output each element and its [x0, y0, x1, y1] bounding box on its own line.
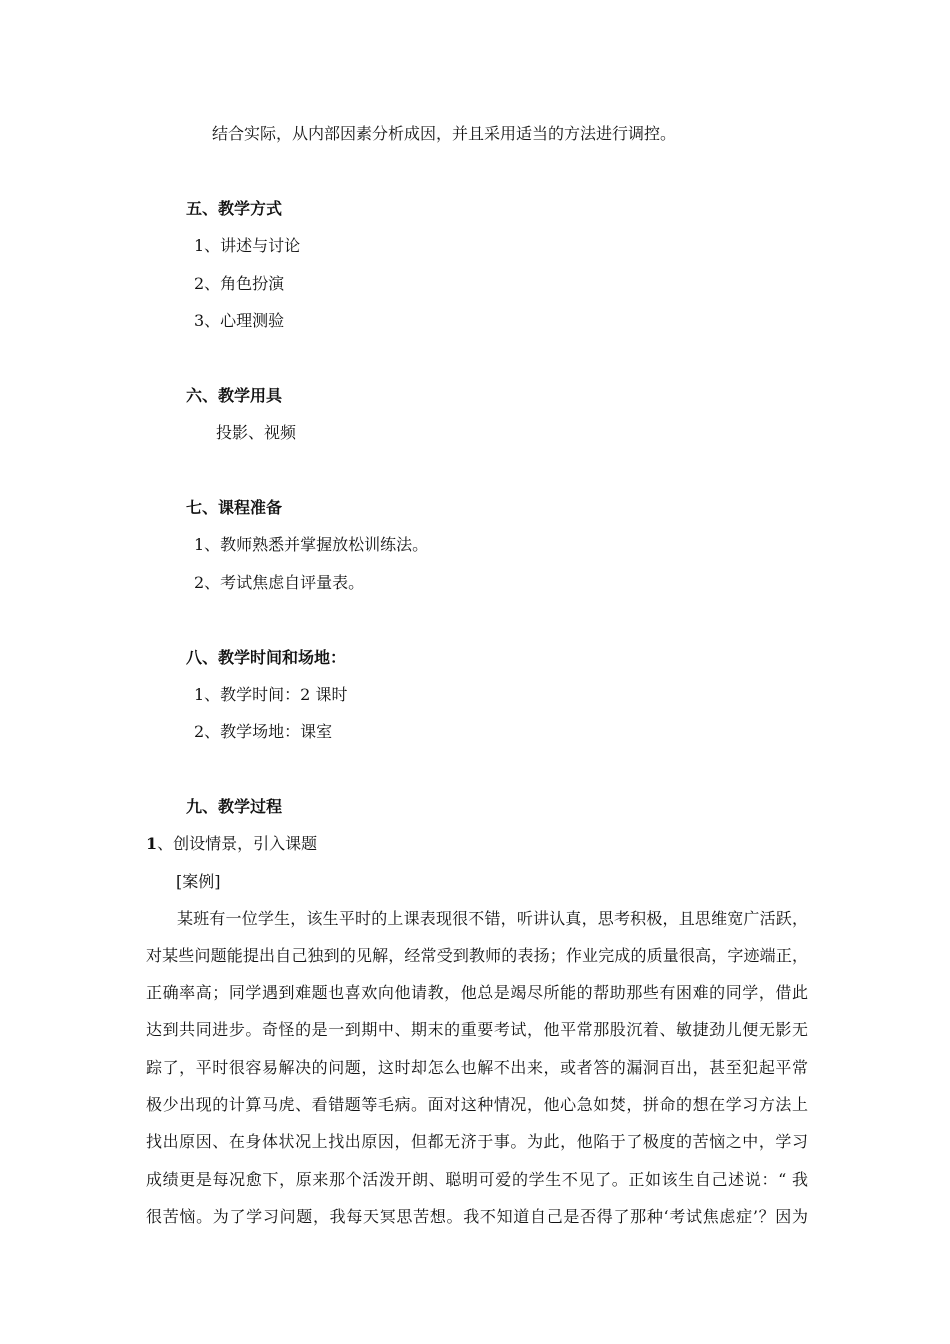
section-6-content: 投影、视频 [216, 423, 297, 442]
step-1-number: 1 [146, 834, 158, 853]
section-6-heading: 六、教学用具 [186, 386, 283, 405]
case-paragraph-line-1: 某班有一位学生，该生平时的上课表现很不错，听讲认真，思考积极，且思维宽广活跃， [177, 909, 808, 928]
section-5-item-3: 3、心理测验 [194, 311, 285, 330]
section-5-item-2: 2、角色扮演 [194, 274, 285, 293]
step-1-text: 、创设情景，引入课题 [157, 834, 318, 853]
case-paragraph-line-4: 达到共同进步。奇怪的是一到期中、期末的重要考试，他平常那股沉着、敏捷劲儿便无影无 [146, 1020, 808, 1039]
case-label: [案例] [176, 872, 221, 891]
section-7-heading: 七、课程准备 [186, 498, 283, 517]
section-9-heading: 九、教学过程 [186, 797, 283, 816]
section-8-item-2: 2、教学场地：课室 [194, 722, 333, 741]
section-5-heading: 五、教学方式 [186, 199, 283, 218]
case-paragraph-line-9: 很苦恼。为了学习问题，我每天冥思苦想。我不知道自己是否得了那种‘考试焦虑症’？因为 [146, 1207, 808, 1226]
case-paragraph-line-5: 踪了，平时很容易解决的问题，这时却怎么也解不出来，或者答的漏洞百出，甚至犯起平常 [146, 1058, 808, 1077]
case-paragraph-line-7: 找出原因、在身体状况上找出原因，但都无济于事。为此，他陷于了极度的苦恼之中，学习 [146, 1132, 808, 1151]
section-5-item-1: 1、讲述与讨论 [194, 236, 301, 255]
step-1-heading [146, 834, 317, 854]
case-paragraph-line-3: 正确率高；同学遇到难题也喜欢向他请教，他总是竭尽所能的帮助那些有困难的同学，借此 [146, 983, 808, 1002]
section-7-item-1: 1、教师熟悉并掌握放松训练法。 [194, 535, 429, 554]
section-8-item-1: 1、教学时间：2 课时 [194, 685, 348, 704]
intro-line: 结合实际，从内部因素分析成因，并且采用适当的方法进行调控。 [212, 124, 677, 143]
case-paragraph-line-8: 成绩更是每况愈下，原来那个活泼开朗、聪明可爱的学生不见了。正如该生自己述说：“ 我 [146, 1170, 808, 1189]
case-paragraph-line-6: 极少出现的计算马虎、看错题等毛病。面对这种情况，他心急如焚，拼命的想在学习方法上 [146, 1095, 808, 1114]
case-paragraph-line-2: 对某些问题能提出自己独到的见解，经常受到教师的表扬；作业完成的质量很高，字迹端正， [146, 946, 808, 965]
section-8-heading: 八、教学时间和场地： [186, 648, 347, 667]
section-7-item-2: 2、考试焦虑自评量表。 [194, 573, 365, 592]
